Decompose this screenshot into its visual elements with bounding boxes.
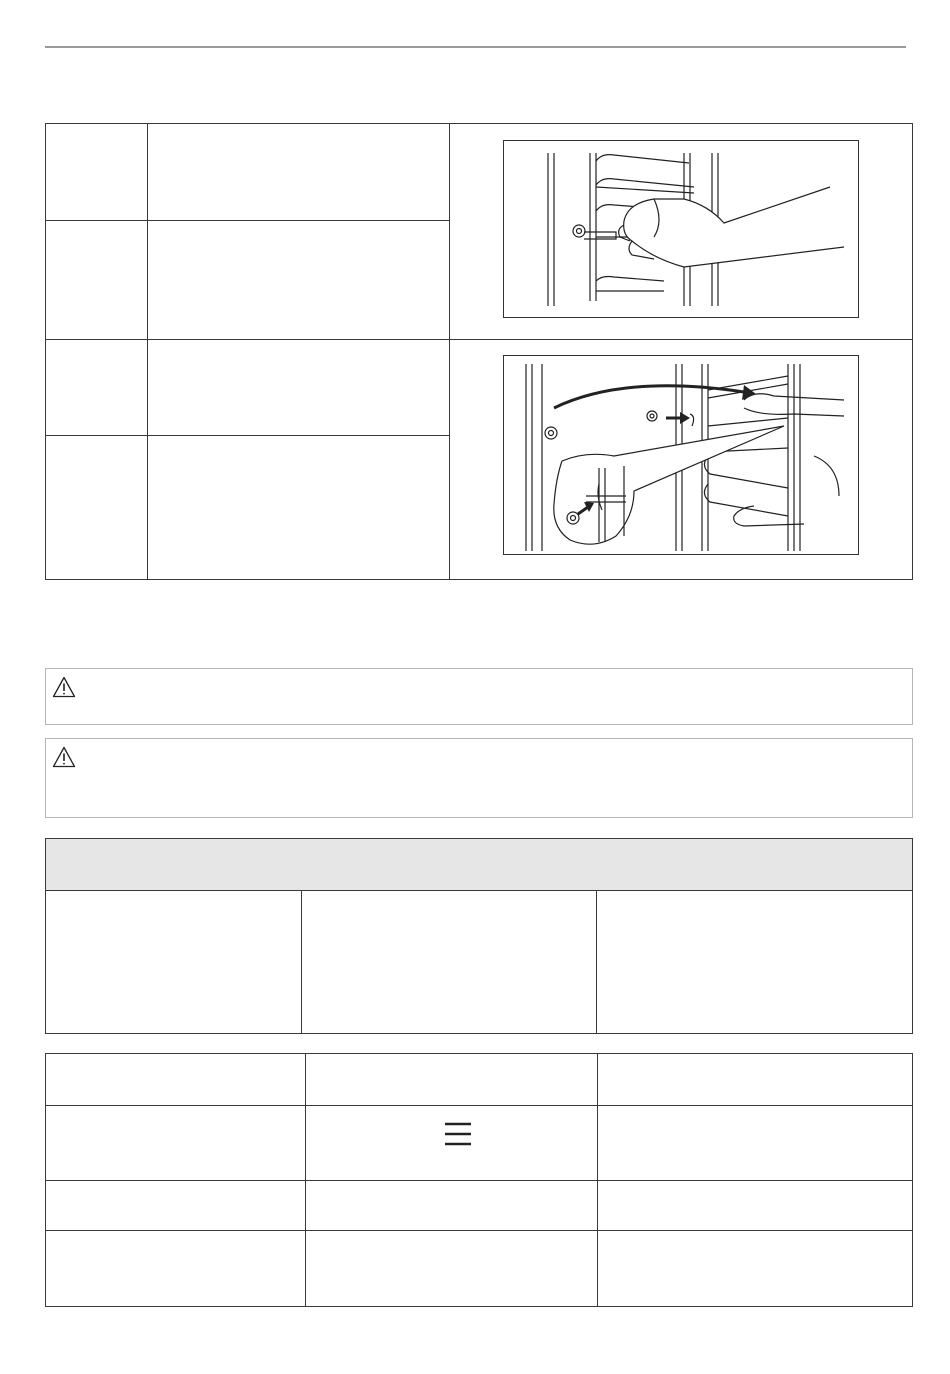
info-table-body [45, 890, 913, 1034]
settings-table-row-divider-3 [45, 1230, 913, 1231]
info-table-header [45, 838, 913, 891]
step-column-divider [147, 123, 148, 580]
settings-table-row-divider-2 [45, 1180, 913, 1181]
row-divider-step-4 [45, 435, 450, 436]
warning-box-2 [45, 738, 913, 818]
warning-triangle-icon [52, 676, 76, 698]
menu-icon [444, 1121, 472, 1147]
shelf-support-removal-illustration [503, 140, 859, 318]
info-table-divider-1 [301, 890, 302, 1034]
header-rule [45, 46, 906, 48]
warning-box-1 [45, 668, 913, 725]
image-column-divider [449, 123, 450, 580]
shelf-support-installation-illustration [503, 355, 859, 555]
row-divider-main [45, 339, 913, 340]
settings-table-row-divider-1 [45, 1105, 913, 1106]
row-divider-step-2 [45, 220, 450, 221]
warning-triangle-icon [52, 746, 76, 768]
info-table-divider-2 [596, 890, 597, 1034]
